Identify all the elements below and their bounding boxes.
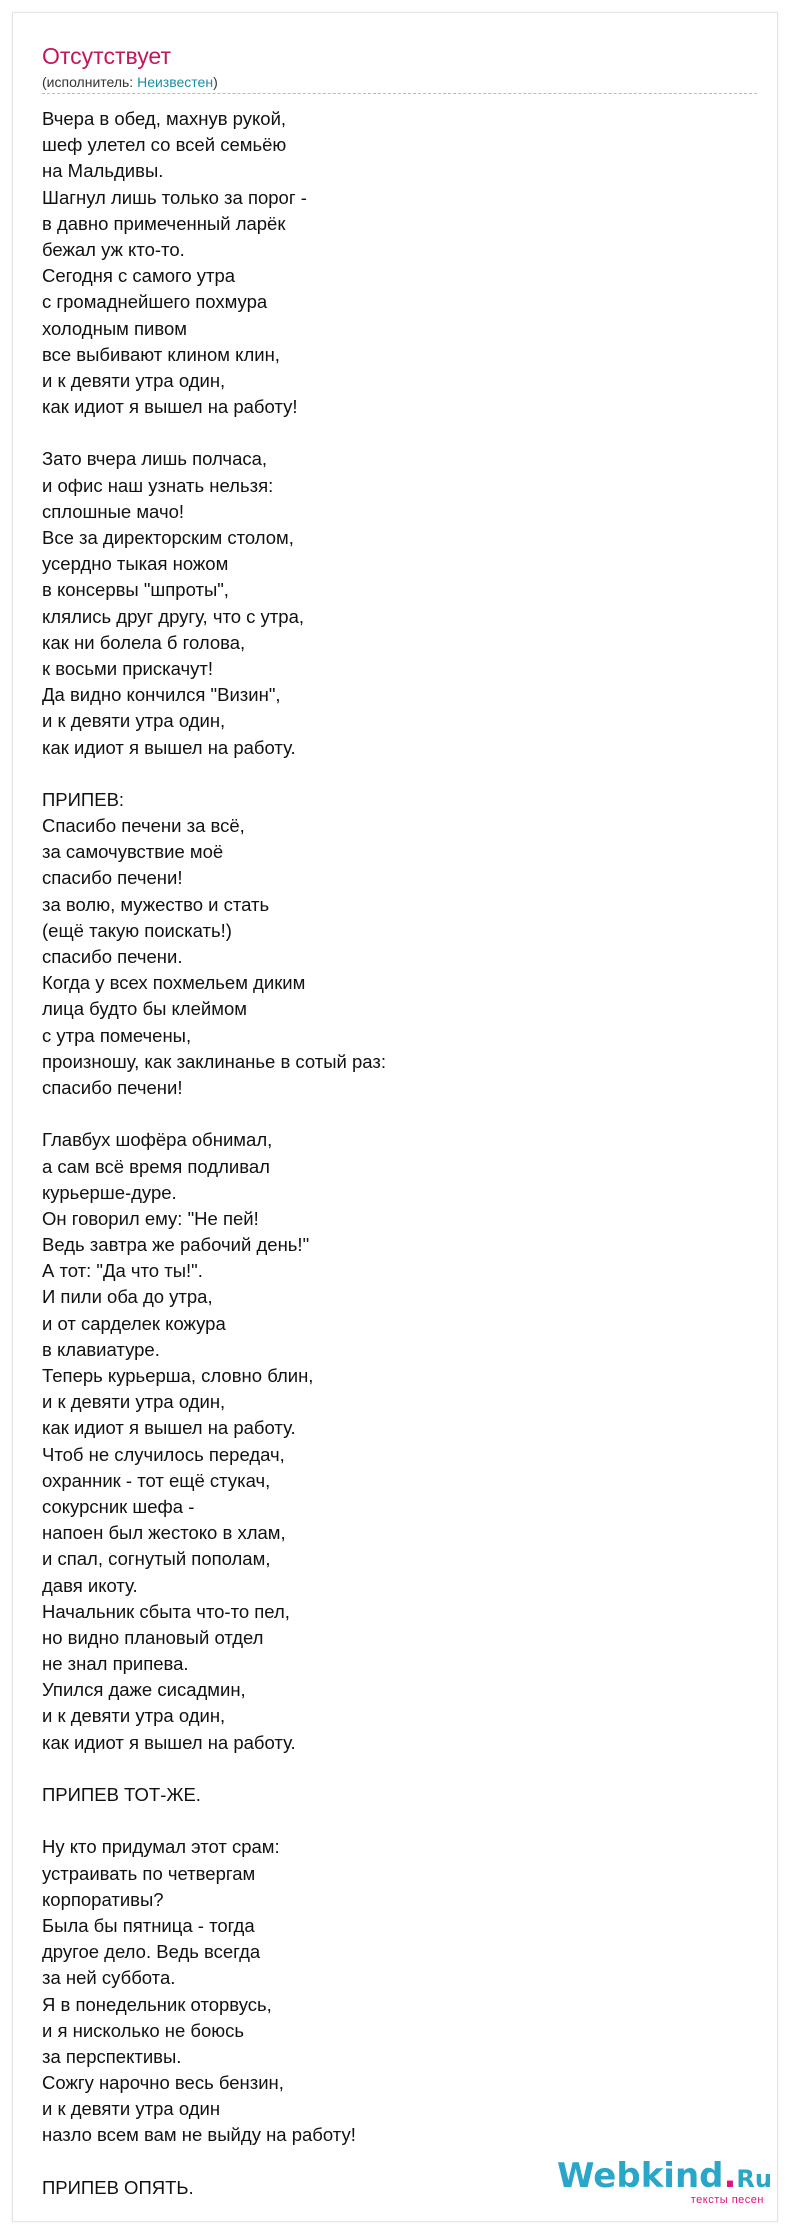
lyric-line: напоен был жестоко в хлам, xyxy=(42,1522,286,1544)
lyric-line: устраивать по четвергам xyxy=(42,1862,256,1884)
lyric-line: но видно плановый отдел xyxy=(42,1626,264,1648)
lyric-line: и к девяти утра один, xyxy=(42,1705,226,1727)
song-title: Отсутствует xyxy=(42,43,171,69)
lyric-line: Шагнул лишь только за порог - xyxy=(42,186,307,208)
lyric-line: курьерше-дуре. xyxy=(42,1181,177,1203)
lyric-line: и к девяти утра один, xyxy=(42,1391,226,1413)
logo-dot: . xyxy=(723,2156,737,2196)
lyric-line: клялись друг другу, что с утра, xyxy=(42,605,304,627)
lyric-line: спасибо печени! xyxy=(42,867,183,889)
lyric-line: и офис наш узнать нельзя: xyxy=(42,474,274,496)
logo-wordmark xyxy=(557,2156,772,2199)
lyric-line: к восьми прискачут! xyxy=(42,657,213,679)
lyric-line: давя икоту. xyxy=(42,1574,138,1596)
lyric-line: как идиот я вышел на работу! xyxy=(42,396,298,418)
lyric-line: как идиот я вышел на работу. xyxy=(42,1731,296,1753)
lyric-line: Была бы пятница - тогда xyxy=(42,1914,255,1936)
lyric-line: и к девяти утра один, xyxy=(42,369,226,391)
logo-ru: Ru xyxy=(736,2165,772,2193)
lyric-line: все выбивают клином клин, xyxy=(42,343,280,365)
lyric-line: Начальник сбыта что-то пел, xyxy=(42,1600,290,1622)
lyric-line: Когда у всех похмельем диким xyxy=(42,972,306,994)
lyric-line: лица будто бы клеймом xyxy=(42,998,247,1020)
lyric-line: Вчера в обед, махнув рукой, xyxy=(42,108,287,129)
lyric-line: в клавиатуре. xyxy=(42,1338,160,1360)
lyric-line: в давно примеченный ларёк xyxy=(42,212,286,234)
stanza-break xyxy=(42,761,742,787)
lyric-line: Все за директорским столом, xyxy=(42,527,294,548)
lyric-line: и к девяти утра один xyxy=(42,2098,221,2120)
lyric-line: другое дело. Ведь всегда xyxy=(42,1941,261,1963)
lyric-line: холодным пивом xyxy=(42,317,187,339)
lyric-line: как идиот я вышел на работу. xyxy=(42,736,296,758)
site-logo[interactable] xyxy=(557,2156,772,2214)
lyric-line: за волю, мужество и стать xyxy=(42,893,270,915)
stanza-break xyxy=(42,1101,742,1127)
lyric-line: Я в понедельник оторвусь, xyxy=(42,1993,272,2015)
lyric-line: назло всем вам не выйду на работу! xyxy=(42,2124,356,2146)
lyric-line: на Мальдивы. xyxy=(42,160,164,182)
lyric-line: в консервы "шпроты", xyxy=(42,579,229,601)
lyric-line: И пили оба до утра, xyxy=(42,1286,213,1308)
lyric-line: спасибо печени! xyxy=(42,1076,183,1098)
lyric-line: Сегодня с самого утра xyxy=(42,265,236,287)
lyric-line: бежал уж кто-то. xyxy=(42,238,185,260)
lyric-line: Он говорил ему: "Не пей! xyxy=(42,1207,259,1229)
artist-prefix: (исполнитель: xyxy=(42,74,138,90)
stanza-break xyxy=(42,1756,742,1782)
lyric-line: Упился даже сисадмин, xyxy=(42,1679,246,1701)
lyric-line: Теперь курьерша, словно блин, xyxy=(42,1365,314,1386)
artist-link[interactable]: Неизвестен xyxy=(137,74,214,90)
lyric-line: и я нисколько не боюсь xyxy=(42,2019,245,2041)
lyric-line: Да видно кончился "Визин", xyxy=(42,684,281,706)
lyric-line: с утра помечены, xyxy=(42,1024,192,1046)
lyric-line: Ведь завтра же рабочий день!" xyxy=(42,1234,310,1256)
lyric-line: Ну кто придумал этот срам: xyxy=(42,1836,280,1858)
stanza-break xyxy=(42,1808,742,1834)
lyric-line: ПРИПЕВ ТОТ-ЖЕ. xyxy=(42,1784,201,1805)
lyric-line: охранник - тот ещё стукач, xyxy=(42,1469,271,1491)
lyric-line: корпоративы? xyxy=(42,1888,164,1910)
lyric-line: шеф улетел со всей семьёю xyxy=(42,134,287,156)
lyric-line: за самочувствие моё xyxy=(42,841,224,863)
lyric-line: произношу, как заклинанье в сотый раз: xyxy=(42,1050,386,1072)
lyric-line: и от сарделек кожура xyxy=(42,1312,226,1334)
lyric-line: за ней суббота. xyxy=(42,1967,176,1989)
lyric-line: сокурсник шефа - xyxy=(42,1495,195,1517)
logo-web: Webkind xyxy=(557,2156,724,2196)
lyric-line: а сам всё время подливал xyxy=(42,1155,270,1177)
lyric-line: Сожгу нарочно весь бензин, xyxy=(42,2072,284,2094)
lyric-line: спасибо печени. xyxy=(42,946,183,967)
lyric-line: ПРИПЕВ: xyxy=(42,788,125,810)
lyric-line: Главбух шофёра обнимал, xyxy=(42,1129,273,1151)
lyric-line: как идиот я вышел на работу. xyxy=(42,1417,296,1439)
lyric-line: с громаднейшего похмура xyxy=(42,291,268,313)
lyrics-text xyxy=(42,106,742,2201)
stanza-break xyxy=(42,420,742,446)
lyric-line: сплошные мачо! xyxy=(42,500,185,522)
lyric-line: не знал припева. xyxy=(42,1653,189,1675)
lyric-line: А тот: "Да что ты!". xyxy=(42,1260,203,1282)
lyric-line: и к девяти утра один, xyxy=(42,710,226,732)
lyric-line: как ни болела б голова, xyxy=(42,631,246,653)
lyric-line: за перспективы. xyxy=(42,2045,182,2067)
logo-subtitle: тексты песен xyxy=(690,2194,764,2206)
lyric-line: Зато вчера лишь полчаса, xyxy=(42,448,268,470)
lyric-line: ПРИПЕВ ОПЯТЬ. xyxy=(42,2176,194,2198)
artist-suffix: ) xyxy=(213,74,218,90)
artist-row xyxy=(42,73,757,94)
lyric-line: Чтоб не случилось передач, xyxy=(42,1443,285,1465)
lyric-line: Спасибо печени за всё, xyxy=(42,815,245,837)
lyric-line: и спал, согнутый пополам, xyxy=(42,1548,271,1570)
lyric-line: (ещё такую поискать!) xyxy=(42,919,232,941)
lyric-line: усердно тыкая ножом xyxy=(42,553,229,575)
